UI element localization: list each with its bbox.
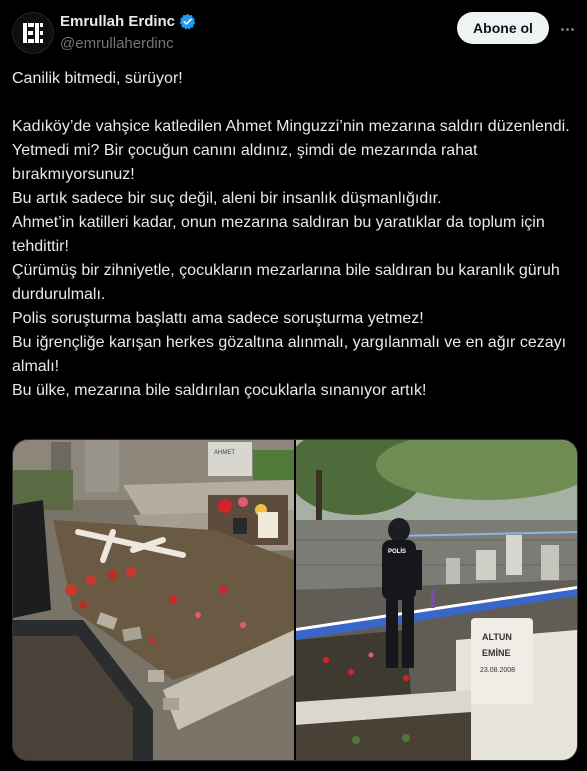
tweet-line: Bu iğrençliğe karışan herkes gözaltına alınmalı, yargılanmalı ve en ağır cezayı almalı! [12,334,567,375]
tweet-media[interactable] [12,439,578,761]
tweet-text [12,67,572,403]
tweet-line: Canilik bitmedi, sürüyor! [12,70,183,87]
media-photo-1[interactable] [13,440,294,760]
grave-date: 23.08.2008 [480,667,516,674]
verified-badge-icon [179,13,196,30]
police-vest-text: POLİS [388,549,407,555]
author-handle[interactable]: @emrullaherdinc [60,35,174,52]
grave-name-2: EMİNE [482,648,511,658]
tweet-line: Polis soruşturma başlattı ama sadece soruşturma yetmez! [12,310,424,327]
tweet-line: Yetmedi mi? Bir çocuğun canını aldınız, şimdi de mezarında rahat bırakmıyorsunuz! [12,142,478,183]
tweet-line: Bu ülke, mezarına bile saldırılan çocuklarla sınanıyor artık! [12,382,427,399]
tweet-line: Çürümüş bir zihniyetle, çocukların mezarlarına bile saldıran bu karanlık güruh durdurulmalı. [12,262,560,303]
avatar[interactable] [12,12,54,54]
grave-sign-text: AHMET [214,450,235,456]
more-icon[interactable] [556,18,578,40]
media-photo-2[interactable] [296,440,577,760]
tweet-line: Ahmet’in katilleri kadar, onun mezarına saldıran bu yaratıklar da toplum için tehdittir! [12,214,545,255]
grave-name-1: ALTUN [482,632,512,642]
tweet-header [0,0,587,60]
follow-button[interactable]: Abone ol [457,12,549,44]
author-display-name[interactable]: Emrullah Erdinc [60,13,176,30]
tweet-line: Kadıköy’de vahşice katledilen Ahmet Minguzzi’nin mezarına saldırı düzenlendi. [12,118,570,135]
tweet-line: Bu artık sadece bir suç değil, aleni bir insanlık düşmanlığıdır. [12,190,442,207]
author-name-row[interactable] [60,13,196,30]
logo-icon [21,22,45,44]
